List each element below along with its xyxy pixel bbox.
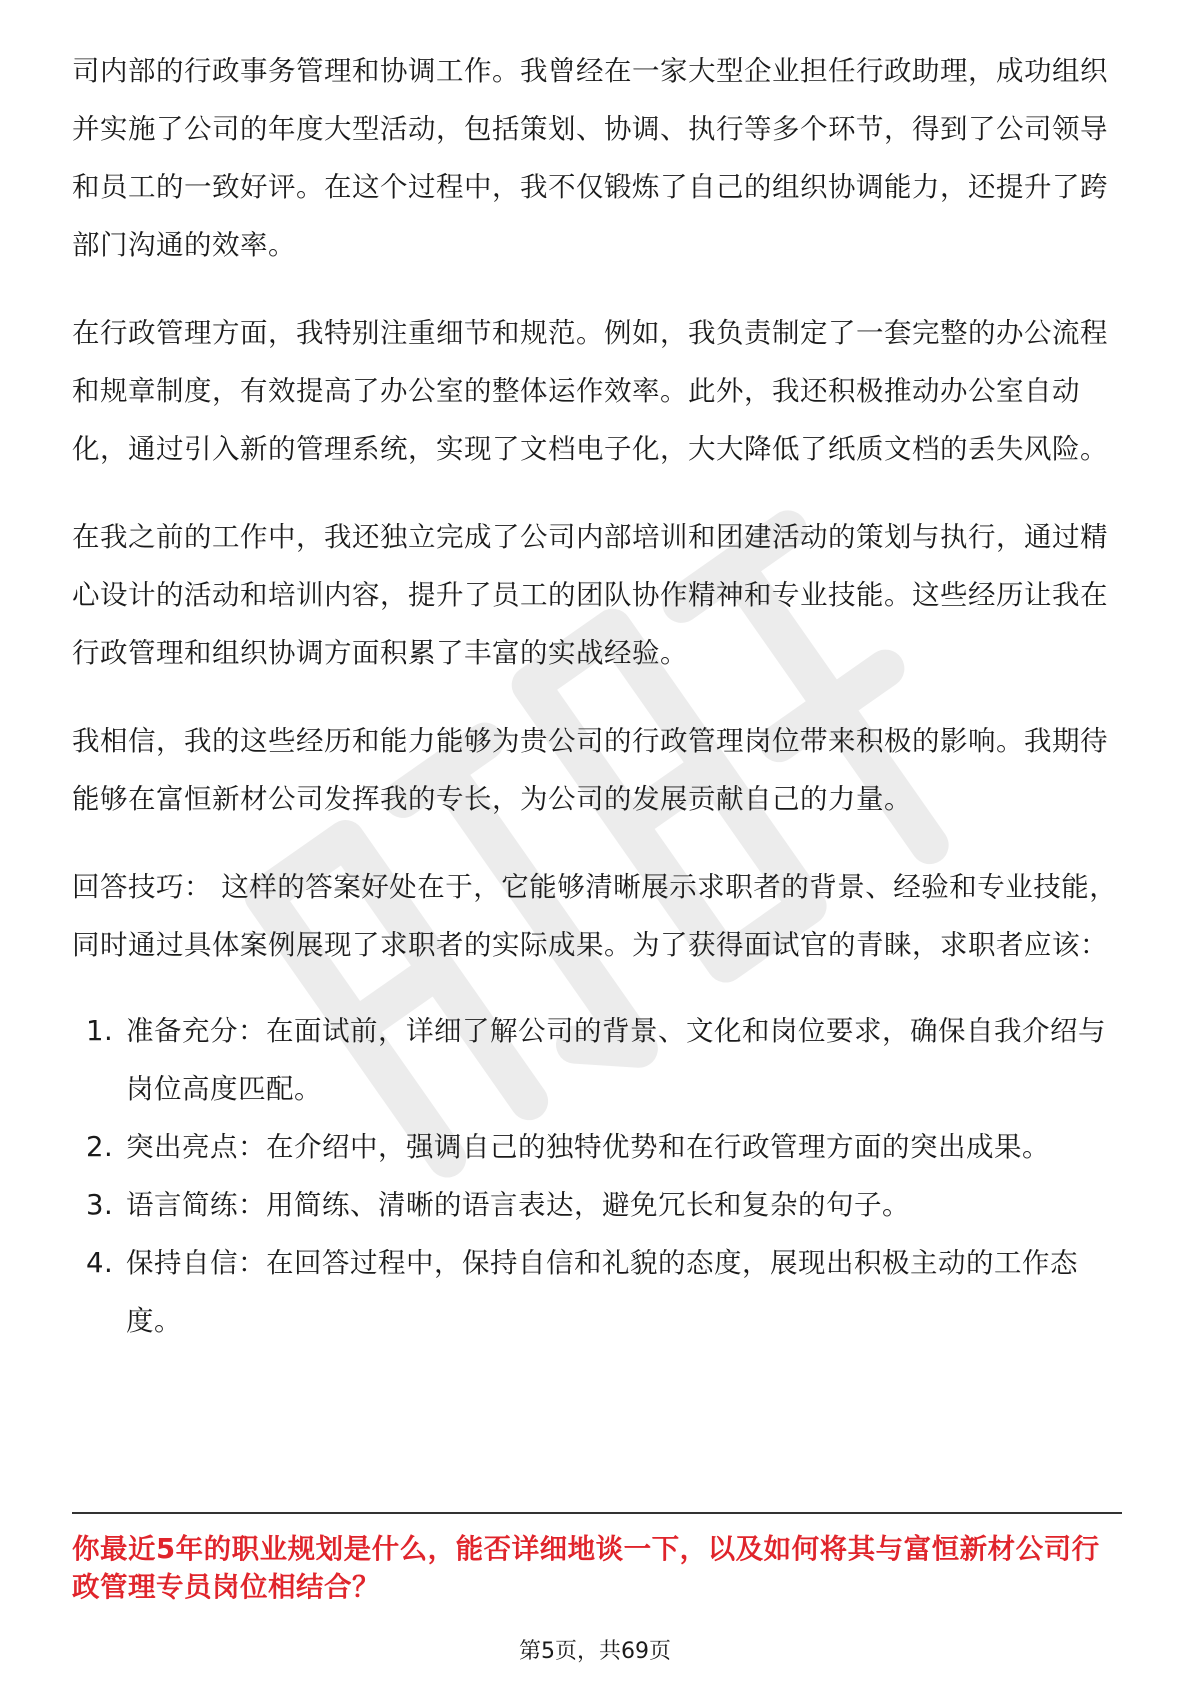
paragraph-training: 在我之前的工作中，我还独立完成了公司内部培训和团建活动的策划与执行，通过精心设计的活动和培训内容，提升了员工的团队协作精神和专业技能。这些经历让我在行政管理和组织协调方面积累了丰富的实战经验。 — [72, 521, 1108, 669]
list-item-text: 突出亮点：在介绍中，强调自己的独特优势和在行政管理方面的突出成果。 — [126, 1131, 1050, 1163]
paragraph-admin-management: 在行政管理方面，我特别注重细节和规范。例如，我负责制定了一套完整的办公流程和规章制度，有效提高了办公室的整体运作效率。此外，我还积极推动办公室自动化，通过引入新的管理系统，实现了文档电子化，大大降低了纸质文档的丢失风险。 — [72, 317, 1108, 465]
list-item-text: 保持自信：在回答过程中，保持自信和礼貌的态度，展现出积极主动的工作态度。 — [126, 1247, 1078, 1337]
paragraph-conclusion: 我相信，我的这些经历和能力能够为贵公司的行政管理岗位带来积极的影响。我期待能够在富恒新材公司发挥我的专长，为公司的发展贡献自己的力量。 — [72, 725, 1108, 815]
main-content — [72, 42, 1122, 1350]
list-item-number: 3. — [86, 1189, 114, 1221]
list-item-text: 准备充分：在面试前，详细了解公司的背景、文化和岗位要求，确保自我介绍与岗位高度匹配。 — [126, 1015, 1106, 1105]
list-item — [72, 1118, 1122, 1176]
page-number-footer: 第5页，共69页 — [519, 1639, 671, 1664]
list-item — [72, 1002, 1122, 1118]
paragraph-experience: 司内部的行政事务管理和协调工作。我曾经在一家大型企业担任行政助理，成功组织并实施了公司的年度大型活动，包括策划、协调、执行等多个环节，得到了公司领导和员工的一致好评。在这个过程中，我不仅锻炼了自己的组织协调能力，还提升了跨部门沟通的效率。 — [72, 55, 1108, 261]
section-divider — [72, 1512, 1122, 1514]
next-question-heading: 你最近5年的职业规划是什么，能否详细地谈一下，以及如何将其与富恒新材公司行政管理专员岗位相结合？ — [72, 1533, 1100, 1603]
tips-list — [72, 1002, 1122, 1350]
list-item — [72, 1234, 1122, 1350]
list-item-text: 语言简练：用简练、清晰的语言表达，避免冗长和复杂的句子。 — [126, 1189, 910, 1221]
tips-intro: 回答技巧： 这样的答案好处在于，它能够清晰展示求职者的背景、经验和专业技能，同时通过具体案例展现了求职者的实际成果。为了获得面试官的青睐，求职者应该： — [72, 871, 1118, 961]
list-item-number: 1. — [86, 1015, 114, 1047]
list-item-number: 4. — [86, 1247, 114, 1279]
list-item — [72, 1176, 1122, 1234]
list-item-number: 2. — [86, 1131, 114, 1163]
